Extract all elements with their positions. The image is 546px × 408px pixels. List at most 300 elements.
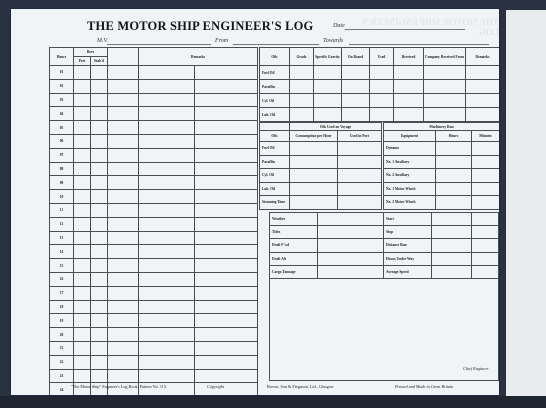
- hour-label: 24: [50, 383, 74, 396]
- machinery-cell: [472, 182, 500, 196]
- log-cell: [74, 328, 91, 342]
- log-cell: [195, 259, 258, 273]
- remarks-header: Remarks: [139, 48, 258, 66]
- machinery-cell: [472, 169, 500, 183]
- bleed-through-title: THE MOTOR SHIP ENGINEER'S LOG: [362, 17, 499, 37]
- log-cell: [195, 121, 258, 135]
- oils-used-cell: [338, 142, 382, 156]
- log-cell: [74, 162, 91, 176]
- voyage-cell: [318, 226, 384, 239]
- voyage-cell: [472, 226, 500, 239]
- machinery-col-header: Equipment: [384, 131, 436, 142]
- oils-used-row-label: Steaming Time: [260, 196, 290, 210]
- log-cell: [74, 134, 91, 148]
- log-cell: [139, 121, 195, 135]
- voyage-row: [384, 213, 500, 226]
- log-cell: [108, 148, 139, 162]
- oils-used-row-label: Paraffin: [260, 155, 290, 169]
- hour-label: 22: [50, 355, 74, 369]
- oil-cell: [342, 108, 370, 122]
- hour-row: [50, 162, 258, 176]
- remarks-subcol: [108, 48, 139, 66]
- oil-cell: [370, 80, 394, 94]
- oil-col-header: On Board: [342, 48, 370, 66]
- hour-label: 15: [50, 259, 74, 273]
- voyage-right-table: [383, 212, 500, 279]
- log-cell: [108, 176, 139, 190]
- mv-label: M.V.: [97, 38, 108, 44]
- machinery-row: [384, 196, 500, 210]
- log-cell: [139, 134, 195, 148]
- machinery-col-header: Minutes: [472, 131, 500, 142]
- log-cell: [74, 259, 91, 273]
- log-cell: [195, 355, 258, 369]
- hour-row: [50, 134, 258, 148]
- voyage-cell: [432, 265, 472, 278]
- machinery-row-label: Dynamo: [384, 142, 436, 156]
- oil-col-header: Received: [394, 48, 424, 66]
- voyage-row: [270, 265, 384, 278]
- log-cell: [91, 272, 108, 286]
- towards-line: [349, 44, 489, 45]
- log-cell: [108, 314, 139, 328]
- log-cell: [108, 259, 139, 273]
- oil-cell: [290, 108, 314, 122]
- log-cell: [139, 93, 195, 107]
- stbd-header: Stab'd: [91, 57, 108, 66]
- machinery-run-table: [383, 122, 500, 210]
- log-cell: [74, 314, 91, 328]
- oil-row: [260, 80, 500, 94]
- revs-header: Revs: [74, 48, 108, 57]
- voyage-row-label: Distance Run: [384, 239, 432, 252]
- hour-row: [50, 79, 258, 93]
- oils-used-cell: [290, 169, 338, 183]
- log-cell: [91, 66, 108, 80]
- voyage-cell: [432, 239, 472, 252]
- log-cell: [91, 203, 108, 217]
- log-cell: [139, 217, 195, 231]
- page-title: THE MOTOR SHIP ENGINEER'S LOG: [87, 19, 314, 33]
- towards-label: Towards: [323, 38, 344, 44]
- port-header: Port: [74, 57, 91, 66]
- voyage-row-label: Tides: [270, 226, 318, 239]
- voyage-row: [384, 226, 500, 239]
- hour-label: 03: [50, 93, 74, 107]
- hour-label: 06: [50, 134, 74, 148]
- log-cell: [195, 300, 258, 314]
- log-cell: [139, 272, 195, 286]
- oil-cell: [290, 80, 314, 94]
- voyage-row: [384, 265, 500, 278]
- log-cell: [108, 328, 139, 342]
- hour-label: 09: [50, 176, 74, 190]
- voyage-row-label: Cargo Tonnage: [270, 265, 318, 278]
- oil-cell: [342, 66, 370, 80]
- log-cell: [195, 314, 258, 328]
- voyage-row-label: Draft Aft: [270, 252, 318, 265]
- hour-row: [50, 286, 258, 300]
- log-cell: [195, 93, 258, 107]
- log-cell: [195, 369, 258, 383]
- log-cell: [74, 272, 91, 286]
- hours-header: Hours: [50, 48, 74, 66]
- oils-used-title: Oils Used on Voyage: [290, 123, 382, 131]
- voyage-cell: [318, 213, 384, 226]
- log-cell: [74, 369, 91, 383]
- log-cell: [91, 231, 108, 245]
- hour-row: [50, 341, 258, 355]
- hour-row: [50, 231, 258, 245]
- machinery-cell: [472, 142, 500, 156]
- log-cell: [91, 190, 108, 204]
- oils-used-cell: [338, 182, 382, 196]
- voyage-row: [270, 252, 384, 265]
- log-cell: [139, 231, 195, 245]
- hour-row: [50, 300, 258, 314]
- log-cell: [195, 107, 258, 121]
- log-cell: [195, 286, 258, 300]
- log-cell: [195, 383, 258, 396]
- hour-label: 08: [50, 162, 74, 176]
- hour-row: [50, 369, 258, 383]
- oil-col-header: Company Received From: [424, 48, 466, 66]
- oil-col-header: Grade: [290, 48, 314, 66]
- log-cell: [195, 162, 258, 176]
- log-cell: [74, 341, 91, 355]
- oil-cell: [314, 94, 342, 108]
- hour-row: [50, 148, 258, 162]
- machinery-row: [384, 182, 500, 196]
- machinery-row-label: No. 1 Motor Winch: [384, 182, 436, 196]
- machinery-cell: [436, 196, 472, 210]
- log-cell: [74, 93, 91, 107]
- oil-cell: [342, 80, 370, 94]
- oils-used-row-label: Lub. Oil: [260, 182, 290, 196]
- voyage-row-label: Stop: [384, 226, 432, 239]
- oils-used-row: [260, 155, 382, 169]
- log-cell: [195, 272, 258, 286]
- hour-label: 01: [50, 66, 74, 80]
- log-cell: [74, 300, 91, 314]
- log-cell: [139, 369, 195, 383]
- oil-cell: [290, 66, 314, 80]
- log-cell: [91, 217, 108, 231]
- log-cell: [91, 93, 108, 107]
- voyage-cell: [318, 252, 384, 265]
- machinery-col-header: Hours: [436, 131, 472, 142]
- hourly-log-table: [49, 47, 258, 396]
- voyage-cell: [318, 239, 384, 252]
- hour-row: [50, 259, 258, 273]
- machinery-row: [384, 155, 500, 169]
- oil-cell: [424, 66, 466, 80]
- oils-used-col-header: Consumption per Hour: [290, 131, 338, 142]
- log-cell: [195, 66, 258, 80]
- oil-table: [259, 47, 500, 122]
- log-cell: [91, 121, 108, 135]
- voyage-row-label: Average Speed: [384, 265, 432, 278]
- hour-label: 02: [50, 79, 74, 93]
- voyage-cell: [318, 265, 384, 278]
- voyage-cell: [472, 252, 500, 265]
- log-cell: [74, 203, 91, 217]
- log-cell: [195, 176, 258, 190]
- oils-used-cell: [290, 142, 338, 156]
- chief-engineer-label: Chief Engineer: [463, 366, 489, 371]
- oil-row: [260, 66, 500, 80]
- voyage-cell: [472, 239, 500, 252]
- oils-used-cell: [290, 155, 338, 169]
- log-cell: [139, 259, 195, 273]
- hour-label: 05: [50, 121, 74, 135]
- log-cell: [139, 314, 195, 328]
- log-cell: [91, 245, 108, 259]
- log-cell: [139, 107, 195, 121]
- log-cell: [108, 369, 139, 383]
- log-cell: [108, 107, 139, 121]
- oil-cell: [394, 66, 424, 80]
- oil-cell: [370, 94, 394, 108]
- log-cell: [108, 341, 139, 355]
- log-cell: [74, 148, 91, 162]
- machinery-row: [384, 142, 500, 156]
- oil-cell: [466, 80, 500, 94]
- oil-cell: [314, 66, 342, 80]
- oil-cell: [314, 80, 342, 94]
- voyage-cell: [432, 226, 472, 239]
- from-line: [233, 44, 319, 45]
- hour-label: 12: [50, 217, 74, 231]
- log-cell: [139, 148, 195, 162]
- hour-row: [50, 190, 258, 204]
- oils-used-cell: [338, 155, 382, 169]
- voyage-cell: [472, 213, 500, 226]
- voyage-cell: [432, 252, 472, 265]
- log-cell: [195, 148, 258, 162]
- machinery-cell: [436, 142, 472, 156]
- log-cell: [139, 341, 195, 355]
- hour-row: [50, 93, 258, 107]
- book-cover-edge: [0, 396, 546, 408]
- log-cell: [74, 121, 91, 135]
- oil-col-header: Used: [370, 48, 394, 66]
- log-cell: [74, 107, 91, 121]
- oils-used-cell: [290, 182, 338, 196]
- log-cell: [195, 217, 258, 231]
- footer-publisher: Brown, Son & Ferguson, Ltd., Glasgow: [267, 384, 334, 389]
- log-cell: [139, 300, 195, 314]
- oils-used-row-label: Cyl. Oil: [260, 169, 290, 183]
- footer-copyright: Copyright: [207, 384, 224, 389]
- machinery-row-label: No. 2 Auxiliary: [384, 169, 436, 183]
- oil-cell: [466, 108, 500, 122]
- log-cell: [139, 245, 195, 259]
- log-cell: [108, 79, 139, 93]
- voyage-row-label: Draft F'wd: [270, 239, 318, 252]
- log-cell: [74, 79, 91, 93]
- oils-used-cell: [290, 196, 338, 210]
- log-cell: [139, 286, 195, 300]
- log-cell: [74, 190, 91, 204]
- voyage-row-label: Hours Under Way: [384, 252, 432, 265]
- log-cell: [139, 328, 195, 342]
- hour-label: 16: [50, 272, 74, 286]
- oils-used-row-label: Fuel Oil: [260, 142, 290, 156]
- hour-row: [50, 272, 258, 286]
- oils-used-row: [260, 196, 382, 210]
- log-cell: [91, 176, 108, 190]
- voyage-row: [270, 226, 384, 239]
- hour-row: [50, 328, 258, 342]
- voyage-cell: [432, 213, 472, 226]
- hour-label: 17: [50, 286, 74, 300]
- log-cell: [195, 341, 258, 355]
- log-cell: [108, 231, 139, 245]
- hour-row: [50, 176, 258, 190]
- voyage-row: [384, 239, 500, 252]
- oils-used-row: [260, 169, 382, 183]
- oil-cell: [342, 94, 370, 108]
- log-cell: [74, 286, 91, 300]
- log-cell: [108, 355, 139, 369]
- log-cell: [108, 162, 139, 176]
- hour-label: 11: [50, 203, 74, 217]
- oil-row: [260, 108, 500, 122]
- log-cell: [108, 190, 139, 204]
- log-cell: [74, 176, 91, 190]
- oil-col-header: Remarks: [466, 48, 500, 66]
- log-cell: [91, 369, 108, 383]
- log-cell: [91, 355, 108, 369]
- hour-label: 21: [50, 341, 74, 355]
- from-label: From: [215, 38, 229, 44]
- voyage-row-label: Start: [384, 213, 432, 226]
- oil-cell: [424, 94, 466, 108]
- log-cell: [108, 134, 139, 148]
- log-cell: [139, 66, 195, 80]
- hour-row: [50, 121, 258, 135]
- oil-cell: [424, 108, 466, 122]
- hour-row: [50, 217, 258, 231]
- machinery-row: [384, 169, 500, 183]
- log-cell: [108, 121, 139, 135]
- date-label: Date: [333, 23, 345, 29]
- hour-label: 13: [50, 231, 74, 245]
- log-cell: [139, 190, 195, 204]
- voyage-row: [384, 252, 500, 265]
- oil-row-label: Lub. Oil: [260, 108, 290, 122]
- log-cell: [195, 203, 258, 217]
- log-cell: [195, 190, 258, 204]
- voyage-row: [270, 239, 384, 252]
- hour-row: [50, 245, 258, 259]
- log-cell: [108, 272, 139, 286]
- oil-cell: [370, 66, 394, 80]
- hour-row: [50, 107, 258, 121]
- machinery-title: Machinery Run: [384, 123, 500, 131]
- log-cell: [108, 245, 139, 259]
- oil-cell: [290, 94, 314, 108]
- oil-col-header: Specific Gravity: [314, 48, 342, 66]
- log-page: [10, 8, 500, 396]
- machinery-cell: [436, 155, 472, 169]
- hour-row: [50, 314, 258, 328]
- log-cell: [91, 314, 108, 328]
- machinery-row-label: No. 1 Auxiliary: [384, 155, 436, 169]
- log-cell: [139, 203, 195, 217]
- oil-cell: [424, 80, 466, 94]
- hour-label: 19: [50, 314, 74, 328]
- oil-row: [260, 94, 500, 108]
- oil-cell: [394, 80, 424, 94]
- oils-used-cell: [338, 196, 382, 210]
- log-cell: [108, 66, 139, 80]
- hour-row: [50, 355, 258, 369]
- log-cell: [74, 355, 91, 369]
- log-cell: [91, 328, 108, 342]
- machinery-cell: [436, 169, 472, 183]
- hour-label: 18: [50, 300, 74, 314]
- log-cell: [74, 245, 91, 259]
- date-line: [345, 29, 465, 30]
- oil-col-header: Oils: [260, 48, 290, 66]
- footer-printed: Printed and Made in Great Britain: [395, 384, 454, 389]
- log-cell: [91, 162, 108, 176]
- oil-cell: [394, 108, 424, 122]
- mv-line: [107, 44, 211, 45]
- log-cell: [139, 176, 195, 190]
- log-cell: [91, 148, 108, 162]
- log-cell: [195, 328, 258, 342]
- oil-cell: [314, 108, 342, 122]
- log-cell: [108, 93, 139, 107]
- log-cell: [139, 79, 195, 93]
- oil-row-label: Paraffin: [260, 80, 290, 94]
- oil-row-label: Cyl. Oil: [260, 94, 290, 108]
- log-cell: [195, 245, 258, 259]
- log-cell: [108, 286, 139, 300]
- voyage-left-table: [269, 212, 384, 279]
- oil-cell: [370, 108, 394, 122]
- oil-cell: [466, 66, 500, 80]
- hour-label: 14: [50, 245, 74, 259]
- oils-used-col-header: Oils: [260, 131, 290, 142]
- hour-label: 04: [50, 107, 74, 121]
- log-cell: [108, 217, 139, 231]
- log-cell: [91, 341, 108, 355]
- voyage-row: [270, 213, 384, 226]
- oils-used-row: [260, 182, 382, 196]
- log-cell: [195, 231, 258, 245]
- machinery-cell: [472, 155, 500, 169]
- facing-page: [506, 10, 546, 396]
- log-cell: [74, 231, 91, 245]
- footer-pattern: "The Motor Ship" Engineer's Log Book, Pattern No. 115.: [71, 384, 168, 389]
- hour-label: 07: [50, 148, 74, 162]
- oil-cell: [394, 94, 424, 108]
- voyage-row-label: Weather: [270, 213, 318, 226]
- log-cell: [91, 259, 108, 273]
- machinery-row-label: No. 2 Motor Winch: [384, 196, 436, 210]
- hour-row: [50, 203, 258, 217]
- oils-used-col-header: Used in Port: [338, 131, 382, 142]
- machinery-cell: [436, 182, 472, 196]
- log-cell: [74, 217, 91, 231]
- oils-used-table: [259, 122, 382, 210]
- log-cell: [91, 286, 108, 300]
- oil-row-label: Fuel Oil: [260, 66, 290, 80]
